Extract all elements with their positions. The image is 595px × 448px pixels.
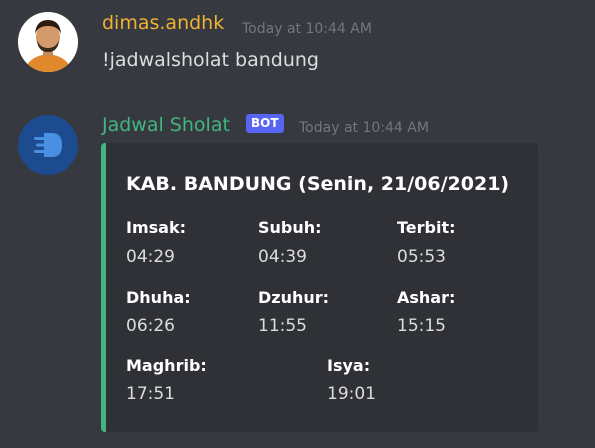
field-dhuha-label: Dhuha: [126, 288, 191, 307]
bot-avatar[interactable] [18, 115, 78, 175]
field-terbit-label: Terbit: [397, 218, 456, 237]
timestamp: Today at 10:44 AM [242, 21, 372, 37]
field-isya-label: Isya: [327, 356, 371, 375]
field-isya-value: 19:01 [327, 384, 376, 404]
field-ashar-label: Ashar: [397, 288, 456, 307]
field-ashar-value: 15:15 [397, 316, 446, 336]
username[interactable]: dimas.andhk [102, 12, 225, 34]
field-dhuha-value: 06:26 [126, 316, 175, 336]
field-terbit-value: 05:53 [397, 247, 446, 267]
field-dzuhur-label: Dzuhur: [258, 288, 330, 307]
field-maghrib-label: Maghrib: [126, 356, 207, 375]
field-imsak-label: Imsak: [126, 218, 186, 237]
message-content: !jadwalsholat bandung [102, 49, 319, 71]
bot-username[interactable]: Jadwal Sholat [102, 114, 230, 136]
field-dzuhur-value: 11:55 [258, 316, 307, 336]
bot-avatar-icon [18, 115, 78, 175]
field-imsak-value: 04:29 [126, 247, 175, 267]
bot-timestamp: Today at 10:44 AM [299, 120, 429, 136]
embed-title: KAB. BANDUNG (Senin, 21/06/2021) [126, 173, 510, 195]
field-maghrib-value: 17:51 [126, 384, 175, 404]
field-subuh-label: Subuh: [258, 218, 322, 237]
user-avatar-icon [18, 12, 78, 72]
field-subuh-value: 04:39 [258, 247, 307, 267]
prayer-schedule-embed [101, 143, 538, 432]
bot-tag: BOT [246, 114, 284, 133]
user-avatar[interactable] [18, 12, 78, 72]
